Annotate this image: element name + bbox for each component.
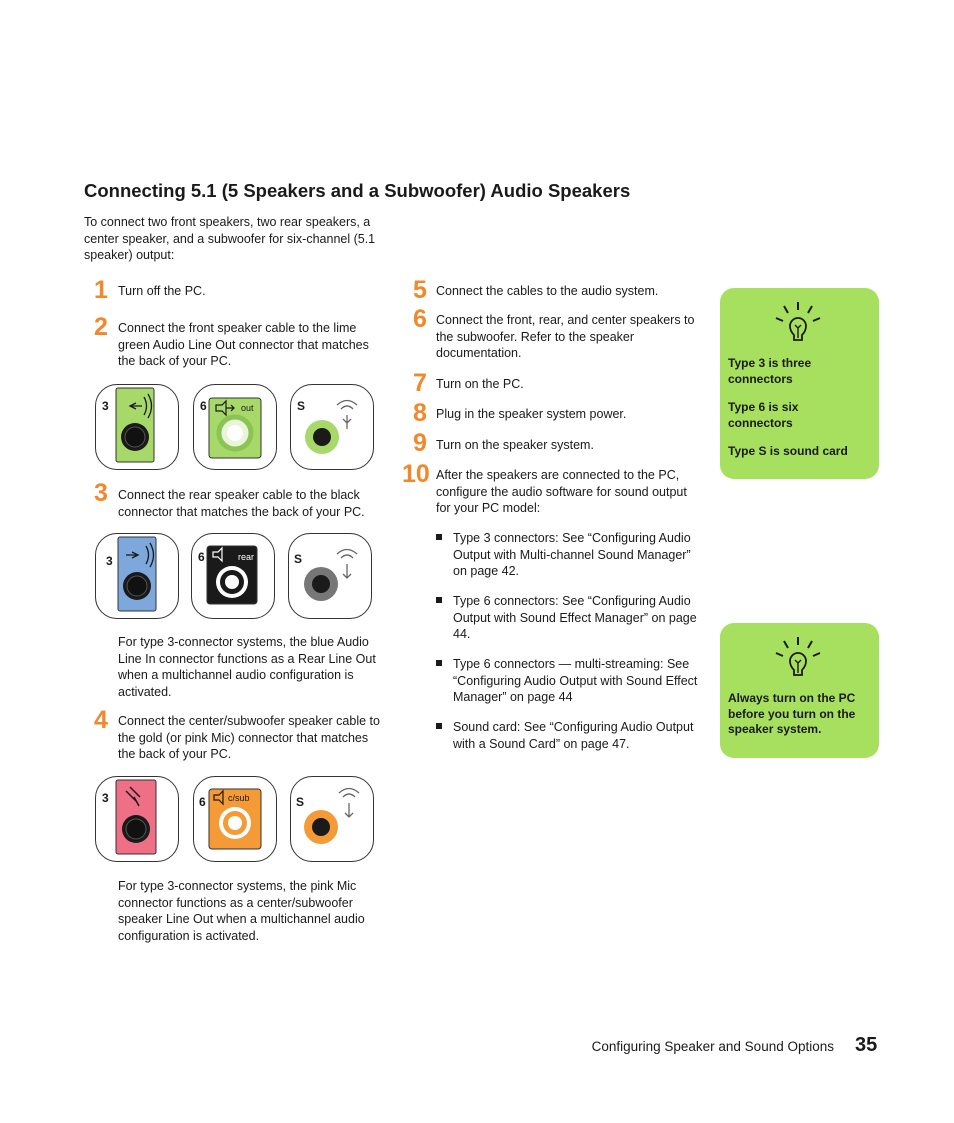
callout-type3: Type 3 is three connectors xyxy=(728,356,812,386)
step-3-number: 3 xyxy=(94,479,108,507)
bullet-square-icon xyxy=(436,723,442,729)
line-in-jack-icon xyxy=(96,534,180,620)
step-9-text: Turn on the speaker system. xyxy=(436,438,594,452)
step-4-text: Connect the center/subwoofer speaker cable to the gold (or pink Mic) connector that matches the back of your PC. xyxy=(118,714,380,761)
mic-jack-icon xyxy=(96,777,180,863)
page-title: Connecting 5.1 (5 Speakers and a Subwoofer) Audio Speakers xyxy=(84,180,631,201)
step-2-text: Connect the front speaker cable to the lime green Audio Line Out connector that matches the back of your PC. xyxy=(118,321,369,368)
connector-type6-front: 6 out xyxy=(193,384,277,470)
bullet-square-icon xyxy=(436,597,442,603)
center-sub-jack-icon xyxy=(194,777,278,863)
mic-jack-icon xyxy=(291,777,375,863)
bullet-square-icon xyxy=(436,534,442,540)
connector-typeS-rear: S xyxy=(288,533,372,619)
step-1-number: 1 xyxy=(94,276,108,304)
note-pink-connector: For type 3-connector systems, the pink Mic connector functions as a center/subwoofer speaker Line Out when a multichannel audio configuration is activated. xyxy=(118,879,365,943)
step-6-text: Connect the front, rear, and center speakers to the subwoofer. Refer to the speaker documentation. xyxy=(436,313,695,360)
tip-callout-power-order xyxy=(720,623,879,758)
page-number: 35 xyxy=(855,1034,878,1056)
tip-callout-connector-types xyxy=(720,288,879,479)
rear-label: rear xyxy=(238,552,255,562)
out-label: out xyxy=(241,403,254,413)
connector-type6-rear: 6 rear xyxy=(191,533,275,619)
step-1-text: Turn off the PC. xyxy=(118,284,206,298)
line-out-jack-icon xyxy=(194,385,278,471)
connector-typeS-front: S xyxy=(290,384,374,470)
bullet-item-soundcard: Sound card: See “Configuring Audio Output with a Sound Card” on page 47. xyxy=(453,719,703,752)
connector-typeS-center: S xyxy=(290,776,374,862)
intro-text: To connect two front speakers, two rear speakers, a center speaker, and a subwoofer for six-channel (5.1 speaker) output: xyxy=(84,215,376,262)
step-3-text: Connect the rear speaker cable to the black connector that matches the back of your PC. xyxy=(118,488,365,519)
connector-type3-front: 3 xyxy=(95,384,179,470)
lightbulb-icon xyxy=(772,635,824,681)
lightbulb-icon xyxy=(772,300,824,346)
line-out-jack-icon xyxy=(96,385,180,471)
step-7-text: Turn on the PC. xyxy=(436,377,524,391)
note-blue-connector: For type 3-connector systems, the blue Audio Line In connector functions as a Rear Line Out when a multichannel audio configuration is activated. xyxy=(118,635,376,699)
bullet-item-type3: Type 3 connectors: See “Configuring Audio Output with Multi-channel Sound Manager” on page 42. xyxy=(453,530,703,580)
callout-type6: Type 6 is six connectors xyxy=(728,400,799,430)
step-8-number: 8 xyxy=(413,399,427,427)
step-7-number: 7 xyxy=(413,369,427,397)
step-5-text: Connect the cables to the audio system. xyxy=(436,284,659,298)
step-6-number: 6 xyxy=(413,305,427,333)
callout-power-text: Always turn on the PC before you turn on the speaker system. xyxy=(728,691,856,736)
callout-typeS: Type S is sound card xyxy=(728,444,848,458)
step-9-number: 9 xyxy=(413,429,427,457)
step-2-number: 2 xyxy=(94,313,108,341)
connector-type3-center: 3 xyxy=(95,776,179,862)
line-out-jack-icon xyxy=(291,385,375,471)
connector-type3-rear: 3 xyxy=(95,533,179,619)
bullet-square-icon xyxy=(436,660,442,666)
connector-type6-center: 6 c/sub xyxy=(193,776,277,862)
step-4-number: 4 xyxy=(94,706,108,734)
step-5-number: 5 xyxy=(413,276,427,304)
rear-jack-icon xyxy=(192,534,276,620)
bullet-item-type6-multistream: Type 6 connectors — multi-streaming: See “Configuring Audio Output with Sound Effect Manager” on page 44 xyxy=(453,656,703,706)
step-8-text: Plug in the speaker system power. xyxy=(436,407,627,421)
bullet-item-type6: Type 6 connectors: See “Configuring Audio Output with Sound Effect Manager” on page 44. xyxy=(453,593,703,643)
step-10-number: 10 xyxy=(402,460,430,488)
footer-section-title: Configuring Speaker and Sound Options xyxy=(591,1039,834,1054)
line-in-jack-icon xyxy=(289,534,373,620)
csub-label: c/sub xyxy=(228,793,250,803)
step-10-text: After the speakers are connected to the PC, configure the audio software for sound output for your PC model: xyxy=(436,468,687,515)
